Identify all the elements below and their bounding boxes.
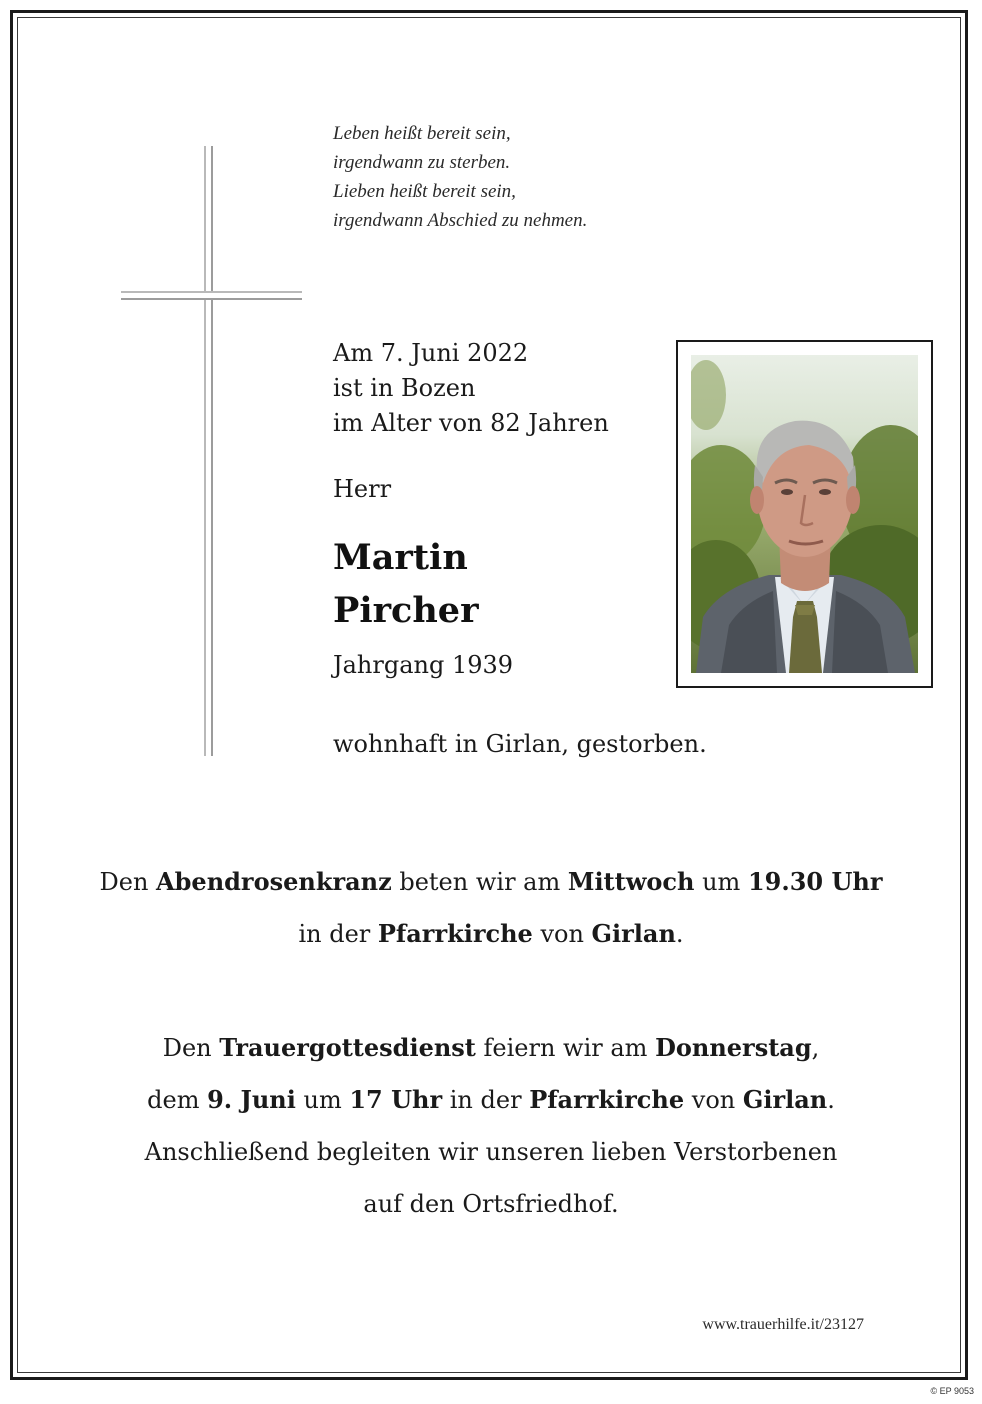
service-day: Donnerstag [655, 1033, 812, 1062]
service-time: 17 Uhr [349, 1085, 443, 1114]
text-run: beten wir am [391, 868, 568, 896]
funeral-service-announcement [22, 1022, 960, 1230]
service-label: Trauergottesdienst [219, 1033, 476, 1062]
service-line [22, 1074, 960, 1126]
motto-line: Lieben heißt bereit sein, [333, 181, 516, 202]
deceased-name [333, 531, 479, 637]
service-line [22, 1022, 960, 1074]
service-location: Pfarrkirche [529, 1085, 685, 1114]
cross-vertical-beam [204, 146, 213, 756]
text-run: , [811, 1034, 820, 1062]
text-run: Den [162, 1034, 220, 1062]
rosary-town: Girlan [591, 919, 676, 948]
portrait-illustration [691, 355, 918, 673]
portrait-frame [676, 340, 933, 688]
cross-joint [206, 293, 211, 298]
death-date: Am 7. Juni 2022 [333, 339, 529, 367]
text-run: von [532, 920, 592, 948]
rosary-line [22, 856, 960, 908]
text-run: in der [442, 1086, 530, 1114]
service-line: auf den Ortsfriedhof. [363, 1190, 619, 1218]
portrait-photo [691, 355, 918, 673]
service-town: Girlan [742, 1085, 828, 1114]
service-line: Anschließend begleiten wir unseren lieben Verstorbenen [144, 1138, 838, 1166]
motto-line: irgendwann Abschied zu nehmen. [333, 210, 588, 231]
text-run: in der [298, 920, 378, 948]
print-code: © EP 9053 [930, 1386, 974, 1396]
motto-line: Leben heißt bereit sein, [333, 123, 511, 144]
service-date: 9. Juni [207, 1085, 296, 1114]
text-run: um [295, 1086, 350, 1114]
motto-line: irgendwann zu sterben. [333, 152, 511, 173]
text-run: feiern wir am [475, 1034, 656, 1062]
death-place: ist in Bozen [333, 374, 476, 402]
rosary-day: Mittwoch [567, 867, 695, 896]
text-run: . [675, 920, 684, 948]
text-run: von [684, 1086, 743, 1114]
residence: wohnhaft in Girlan, gestorben. [333, 730, 707, 758]
first-name: Martin [333, 537, 468, 578]
motto-verse [333, 119, 587, 235]
death-info [333, 336, 609, 441]
salutation: Herr [333, 475, 392, 503]
website-link[interactable]: www.trauerhilfe.it/23127 [702, 1316, 864, 1333]
rosary-label: Abendrosenkranz [156, 867, 392, 896]
text-run: Den [99, 868, 157, 896]
cross-horizontal-beam [121, 291, 302, 300]
text-run: dem [147, 1086, 208, 1114]
rosary-line [22, 908, 960, 960]
death-age: im Alter von 82 Jahren [333, 409, 609, 437]
text-run: . [827, 1086, 835, 1114]
rosary-location: Pfarrkirche [377, 919, 533, 948]
birth-year: Jahrgang 1939 [333, 651, 514, 679]
rosary-time: 19.30 Uhr [747, 867, 883, 896]
rosary-announcement [22, 856, 960, 960]
last-name: Pircher [333, 590, 479, 631]
text-run: um [694, 868, 748, 896]
